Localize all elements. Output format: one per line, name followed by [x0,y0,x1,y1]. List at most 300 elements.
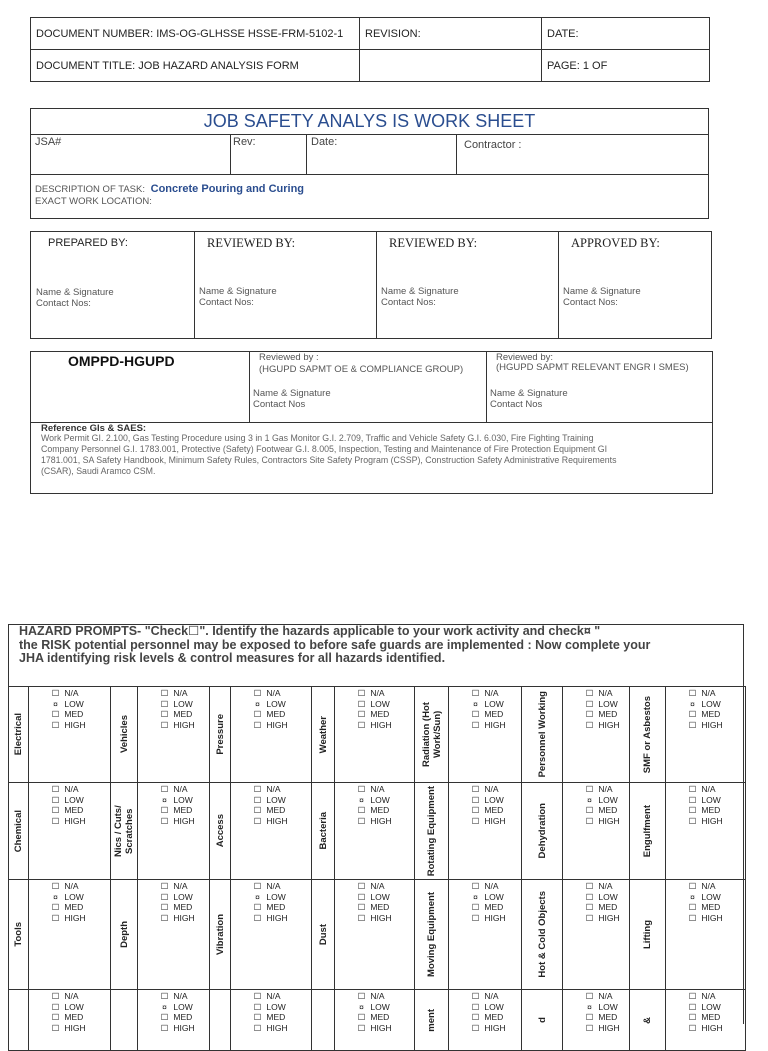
checkbox-icon[interactable]: ☐ [51,794,60,805]
checkbox-icon[interactable]: ☐ [160,698,169,709]
checkbox-icon[interactable]: ¤ [587,1001,592,1012]
checkbox-icon[interactable]: ¤ [587,794,592,805]
checkbox-icon[interactable]: ☐ [51,784,60,794]
checkbox-icon[interactable]: ☐ [51,902,60,913]
checkbox-icon[interactable]: ¤ [359,1001,364,1012]
risk-option-low[interactable] [158,892,209,903]
checkbox-icon[interactable]: ☐ [688,902,697,913]
checkbox-icon[interactable]: ☐ [51,709,60,720]
checkbox-icon[interactable]: ☐ [471,719,480,730]
risk-option-low[interactable] [355,795,414,806]
risk-option-low[interactable] [49,795,110,806]
risk-options-cell [563,990,630,1051]
checkbox-icon[interactable]: ¤ [162,794,167,805]
risk-level-label: HIGH [699,719,723,730]
risk-level-label: MED [699,805,721,816]
hazard-label: Moving Equipment [426,892,437,977]
risk-level-label: MED [368,902,390,913]
risk-option-low[interactable] [583,892,629,903]
hazard-label-cell [9,990,29,1051]
risk-option-high[interactable] [158,720,209,731]
risk-option-high[interactable] [355,1023,414,1034]
checkbox-icon[interactable]: ☐ [471,784,480,794]
risk-option-na[interactable] [583,881,629,892]
checkbox-icon[interactable]: ☐ [357,815,366,826]
checkbox-icon[interactable]: ☐ [51,805,60,816]
checkbox-icon[interactable]: ☐ [688,709,697,720]
risk-option-high[interactable] [355,913,414,924]
risk-option-high[interactable] [583,720,629,731]
risk-option-low[interactable] [355,699,414,710]
risk-level-label: LOW [171,1001,193,1012]
checkbox-icon[interactable]: ☐ [471,991,480,1001]
checkbox-icon[interactable]: ☐ [585,709,594,720]
risk-option-med[interactable] [583,1012,629,1023]
hazard-label: Hot & Cold Objects [536,891,548,978]
risk-option-low[interactable] [469,1002,521,1013]
hazard-row [9,687,746,783]
risk-option-low[interactable] [49,892,110,903]
risk-option-med[interactable] [355,709,414,720]
risk-option-high[interactable] [49,913,110,924]
risk-option-med[interactable] [49,709,110,720]
risk-option-high[interactable] [583,816,629,827]
risk-option-med[interactable] [251,709,311,720]
reviewer-1-name: Name & Signature [253,388,331,399]
checkbox-icon[interactable]: ☐ [51,1012,60,1023]
checkbox-icon[interactable]: ☐ [253,784,262,794]
checkbox-icon[interactable]: ☐ [471,881,480,891]
risk-options-cell [449,990,522,1051]
checkbox-icon[interactable]: ☐ [585,815,594,826]
risk-level-label: HIGH [596,719,620,730]
date-cell: DATE: [542,18,710,50]
checkbox-icon[interactable]: ☐ [471,815,480,826]
risk-option-low[interactable] [251,795,311,806]
hazard-label-cell [522,687,563,783]
hazard-label-cell [210,880,231,990]
risk-option-med[interactable] [251,1012,311,1023]
checkbox-icon[interactable]: ☐ [357,719,366,730]
risk-option-na[interactable] [469,688,521,699]
checkbox-icon[interactable]: ¤ [359,794,364,805]
risk-option-high[interactable] [355,816,414,827]
checkbox-icon[interactable]: ☐ [253,815,262,826]
checkbox-icon[interactable]: ☐ [357,881,366,891]
checkbox-icon[interactable]: ☐ [253,1001,262,1012]
risk-option-high[interactable] [686,816,745,827]
risk-option-high[interactable] [251,913,311,924]
prepared-by-name: Name & Signature [36,287,114,298]
risk-level-label: LOW [62,794,84,805]
risk-level-label: MED [264,709,286,720]
risk-option-na[interactable] [158,784,209,795]
checkbox-icon[interactable]: ☐ [160,991,169,1001]
hazard-label: Chemical [13,809,24,853]
checkbox-icon[interactable]: ☐ [160,902,169,913]
reviewed-by-title-1: REVIEWED BY: [207,236,296,250]
risk-option-med[interactable] [158,1012,209,1023]
risk-level-label: HIGH [482,1022,506,1033]
risk-option-high[interactable] [158,1023,209,1034]
checkbox-icon[interactable]: ☐ [471,912,480,923]
risk-level-label: LOW [482,698,504,709]
document-header [30,17,710,82]
risk-option-na[interactable] [469,784,521,795]
risk-option-med[interactable] [158,709,209,720]
checkbox-icon[interactable]: ☐ [471,1022,480,1033]
description-value: Concrete Pouring and Curing [150,183,305,195]
risk-level-label: LOW [368,1001,390,1012]
risk-level-label: HIGH [482,719,506,730]
risk-option-na[interactable] [49,688,110,699]
risk-option-med[interactable] [158,902,209,913]
checkbox-icon[interactable]: ☐ [160,912,169,923]
risk-options-cell [335,783,415,880]
reviewer-2-contact: Contact Nos [490,399,543,410]
risk-option-low[interactable] [583,1002,629,1013]
hazard-grid [8,686,746,1051]
risk-option-med[interactable] [49,1012,110,1023]
risk-option-med[interactable] [251,805,311,816]
checkbox-icon[interactable]: ☐ [688,1012,697,1023]
checkbox-icon[interactable]: ☐ [253,912,262,923]
checkbox-icon[interactable]: ☐ [585,1012,594,1023]
risk-option-med[interactable] [469,805,521,816]
risk-option-na[interactable] [686,881,745,892]
checkbox-icon[interactable]: ☐ [585,698,594,709]
hazard-row [9,990,746,1051]
hazard-label: Electrical [13,713,24,756]
risk-level-label: N/A [699,688,716,698]
risk-level-label: MED [596,902,618,913]
risk-option-med[interactable] [49,902,110,913]
risk-level-label: N/A [264,688,281,698]
checkbox-icon[interactable]: ☐ [357,688,366,698]
risk-option-med[interactable] [583,709,629,720]
risk-option-high[interactable] [686,913,745,924]
checkbox-icon[interactable]: ☐ [51,688,60,698]
checkbox-icon[interactable]: ☐ [585,881,594,891]
checkbox-icon[interactable]: ☐ [688,1001,697,1012]
risk-options-cell [29,990,111,1051]
risk-option-med[interactable] [686,1012,745,1023]
risk-options-cell [138,783,210,880]
risk-option-med[interactable] [686,902,745,913]
checkbox-icon[interactable]: ☐ [585,902,594,913]
checkbox-icon[interactable]: ☐ [688,912,697,923]
checkbox-icon[interactable]: ¤ [690,891,695,902]
risk-option-low[interactable] [251,892,311,903]
risk-option-na[interactable] [158,991,209,1002]
risk-level-label: HIGH [264,912,288,923]
risk-option-high[interactable] [49,1023,110,1034]
risk-option-high[interactable] [158,913,209,924]
risk-option-high[interactable] [49,720,110,731]
risk-option-low[interactable] [686,1002,745,1013]
risk-option-na[interactable] [355,784,414,795]
checkbox-icon[interactable]: ☐ [585,912,594,923]
risk-option-med[interactable] [469,1012,521,1023]
risk-level-label: HIGH [368,912,392,923]
risk-option-na[interactable] [583,991,629,1002]
risk-level-label: HIGH [171,1022,195,1033]
checkbox-icon[interactable]: ☐ [160,1022,169,1033]
risk-option-med[interactable] [686,709,745,720]
checkbox-icon[interactable]: ¤ [690,698,695,709]
risk-option-low[interactable] [158,795,209,806]
checkbox-icon[interactable]: ☐ [160,805,169,816]
reviewed-by-contact-1: Contact Nos: [199,297,254,308]
risk-option-high[interactable] [469,913,521,924]
checkbox-icon[interactable]: ☐ [688,805,697,816]
checkbox-icon[interactable]: ☐ [253,1022,262,1033]
checkbox-icon[interactable]: ☐ [357,1012,366,1023]
risk-option-med[interactable] [355,1012,414,1023]
risk-level-label: N/A [699,784,716,794]
checkbox-icon[interactable]: ☐ [585,719,594,730]
hazard-label-cell [312,687,335,783]
risk-option-na[interactable] [251,688,311,699]
risk-option-low[interactable] [158,1002,209,1013]
checkbox-icon[interactable]: ¤ [255,698,260,709]
risk-option-low[interactable] [251,699,311,710]
risk-option-na[interactable] [158,881,209,892]
risk-option-med[interactable] [686,805,745,816]
checkbox-icon[interactable]: ¤ [53,891,58,902]
hazard-label: & [642,1016,653,1024]
checkbox-icon[interactable]: ☐ [471,1012,480,1023]
risk-option-high[interactable] [251,720,311,731]
hazard-label-cell [630,687,666,783]
checkbox-icon[interactable]: ☐ [471,805,480,816]
checkbox-icon[interactable]: ☐ [357,698,366,709]
risk-options-cell [231,990,312,1051]
risk-option-high[interactable] [686,720,745,731]
risk-option-na[interactable] [251,991,311,1002]
risk-option-high[interactable] [469,816,521,827]
risk-option-high[interactable] [251,816,311,827]
checkbox-icon[interactable]: ☐ [160,1012,169,1023]
checkbox-icon[interactable]: ☐ [585,891,594,902]
risk-option-low[interactable] [686,892,745,903]
checkbox-icon[interactable]: ☐ [585,805,594,816]
page-cell: PAGE: 1 OF [542,50,710,82]
checkbox-icon[interactable]: ☐ [357,784,366,794]
risk-option-med[interactable] [583,902,629,913]
checkbox-icon[interactable]: ☐ [471,1001,480,1012]
risk-option-high[interactable] [469,720,521,731]
checkbox-icon[interactable]: ☐ [51,1001,60,1012]
risk-option-na[interactable] [49,784,110,795]
reference-line: (CSAR), Saudi Aramco CSM. [41,466,156,476]
checkbox-icon[interactable]: ☐ [357,891,366,902]
risk-option-low[interactable] [251,1002,311,1013]
checkbox-icon[interactable]: ☐ [471,794,480,805]
checkbox-icon[interactable]: ☐ [471,902,480,913]
checkbox-icon[interactable]: ¤ [473,698,478,709]
risk-options-cell [231,880,312,990]
risk-option-high[interactable] [583,913,629,924]
risk-option-med[interactable] [469,709,521,720]
risk-option-na[interactable] [355,991,414,1002]
checkbox-icon[interactable]: ☐ [357,709,366,720]
approved-by-title: APPROVED BY: [571,236,660,250]
risk-option-low[interactable] [686,699,745,710]
risk-options-cell [666,990,746,1051]
checkbox-icon[interactable]: ¤ [473,891,478,902]
risk-option-low[interactable] [583,699,629,710]
risk-level-label: LOW [171,891,193,902]
risk-option-low[interactable] [49,1002,110,1013]
hazard-label: Access [214,814,226,848]
checkbox-icon[interactable]: ☐ [253,1012,262,1023]
risk-level-label: N/A [62,991,79,1001]
risk-option-high[interactable] [686,1023,745,1034]
checkbox-icon[interactable]: ☐ [585,784,594,794]
checkbox-icon[interactable]: ☐ [253,794,262,805]
checkbox-icon[interactable]: ☐ [688,991,697,1001]
hazard-label-cell [415,880,449,990]
checkbox-icon[interactable]: ☐ [688,1022,697,1033]
checkbox-icon[interactable]: ☐ [253,991,262,1001]
checkbox-icon[interactable]: ☐ [357,991,366,1001]
checkbox-icon[interactable]: ☐ [160,719,169,730]
checkbox-icon[interactable]: ☐ [471,709,480,720]
checkbox-icon[interactable]: ☐ [688,794,697,805]
hazard-label-cell [522,880,563,990]
reviewer-2-title: Reviewed by: [496,352,554,363]
risk-option-med[interactable] [251,902,311,913]
risk-option-low[interactable] [355,1002,414,1013]
checkbox-icon[interactable]: ☐ [253,902,262,913]
risk-option-na[interactable] [583,688,629,699]
risk-option-low[interactable] [49,699,110,710]
checkbox-icon[interactable]: ☐ [585,688,594,698]
risk-option-low[interactable] [583,795,629,806]
checkbox-icon[interactable]: ☐ [688,688,697,698]
checkbox-icon[interactable]: ☐ [51,912,60,923]
checkbox-icon[interactable]: ☐ [253,688,262,698]
risk-option-low[interactable] [469,699,521,710]
risk-option-med[interactable] [158,805,209,816]
risk-option-na[interactable] [355,688,414,699]
hazard-instruction-line: the RISK potential personnel may be exposed to before safe guards are implemented : Now complete your [19,637,651,652]
risk-option-high[interactable] [251,1023,311,1034]
checkbox-icon[interactable]: ☐ [688,784,697,794]
risk-level-label: N/A [171,688,188,698]
checkbox-icon[interactable]: ☐ [357,1022,366,1033]
risk-option-na[interactable] [49,991,110,1002]
checkbox-icon[interactable]: ☐ [585,1022,594,1033]
checkbox-icon[interactable]: ☐ [160,881,169,891]
hazard-label: d [536,1017,548,1023]
risk-option-high[interactable] [49,816,110,827]
checkbox-icon[interactable]: ☐ [160,815,169,826]
risk-options-cell [29,783,111,880]
checkbox-icon[interactable]: ☐ [253,805,262,816]
checkbox-icon[interactable]: ☐ [160,784,169,794]
risk-option-low[interactable] [686,795,745,806]
task-description [35,183,304,195]
checkbox-icon[interactable]: ☐ [160,688,169,698]
checkbox-icon[interactable]: ☐ [688,881,697,891]
checkbox-icon[interactable]: ☐ [160,891,169,902]
risk-option-med[interactable] [583,805,629,816]
risk-option-na[interactable] [686,688,745,699]
checkbox-icon[interactable]: ☐ [51,1022,60,1033]
checkbox-icon[interactable]: ☐ [357,912,366,923]
risk-level-label: N/A [62,784,79,794]
checkbox-icon[interactable]: ☐ [51,815,60,826]
checkbox-icon[interactable]: ☐ [688,815,697,826]
risk-option-low[interactable] [158,699,209,710]
risk-level-label: N/A [171,881,188,891]
risk-level-label: HIGH [596,815,620,826]
checkbox-icon[interactable]: ☐ [585,991,594,1001]
checkbox-icon[interactable]: ¤ [53,698,58,709]
checkbox-icon[interactable]: ☐ [51,991,60,1001]
risk-level-label: N/A [264,784,281,794]
risk-option-na[interactable] [355,881,414,892]
risk-option-na[interactable] [686,784,745,795]
risk-option-med[interactable] [355,805,414,816]
checkbox-icon[interactable]: ☐ [471,688,480,698]
checkbox-icon[interactable]: ¤ [255,891,260,902]
risk-option-na[interactable] [49,881,110,892]
risk-options-cell [138,990,210,1051]
hazard-row [9,783,746,880]
checkbox-icon[interactable]: ☐ [160,709,169,720]
risk-option-low[interactable] [469,795,521,806]
checkbox-icon[interactable]: ☐ [357,902,366,913]
risk-option-na[interactable] [686,991,745,1002]
risk-option-na[interactable] [469,881,521,892]
risk-level-label: LOW [699,794,721,805]
checkbox-icon[interactable]: ¤ [162,1001,167,1012]
risk-option-na[interactable] [158,688,209,699]
risk-option-high[interactable] [355,720,414,731]
checkbox-icon[interactable]: ☐ [253,881,262,891]
risk-option-low[interactable] [355,892,414,903]
risk-options-cell [335,990,415,1051]
jsa-info-row [31,134,708,175]
checkbox-icon[interactable]: ☐ [51,881,60,891]
checkbox-icon[interactable]: ☐ [253,719,262,730]
risk-level-label: HIGH [264,719,288,730]
risk-option-med[interactable] [355,902,414,913]
risk-option-med[interactable] [49,805,110,816]
reviewer-2-name: Name & Signature [490,388,568,399]
risk-option-na[interactable] [251,784,311,795]
hazard-label: Radiation (Hot Work/Sun) [420,702,443,767]
risk-option-na[interactable] [469,991,521,1002]
risk-level-label: LOW [482,1001,504,1012]
risk-option-high[interactable] [583,1023,629,1034]
risk-option-high[interactable] [158,816,209,827]
risk-option-med[interactable] [469,902,521,913]
checkbox-icon[interactable]: ☐ [688,719,697,730]
risk-option-high[interactable] [469,1023,521,1034]
risk-option-na[interactable] [583,784,629,795]
risk-options-cell [449,687,522,783]
checkbox-icon[interactable]: ☐ [51,719,60,730]
document-title: DOCUMENT TITLE: JOB HAZARD ANALYSIS FORM [31,50,360,82]
risk-option-na[interactable] [251,881,311,892]
risk-option-low[interactable] [469,892,521,903]
checkbox-icon[interactable]: ☐ [357,805,366,816]
checkbox-icon[interactable]: ☐ [253,709,262,720]
